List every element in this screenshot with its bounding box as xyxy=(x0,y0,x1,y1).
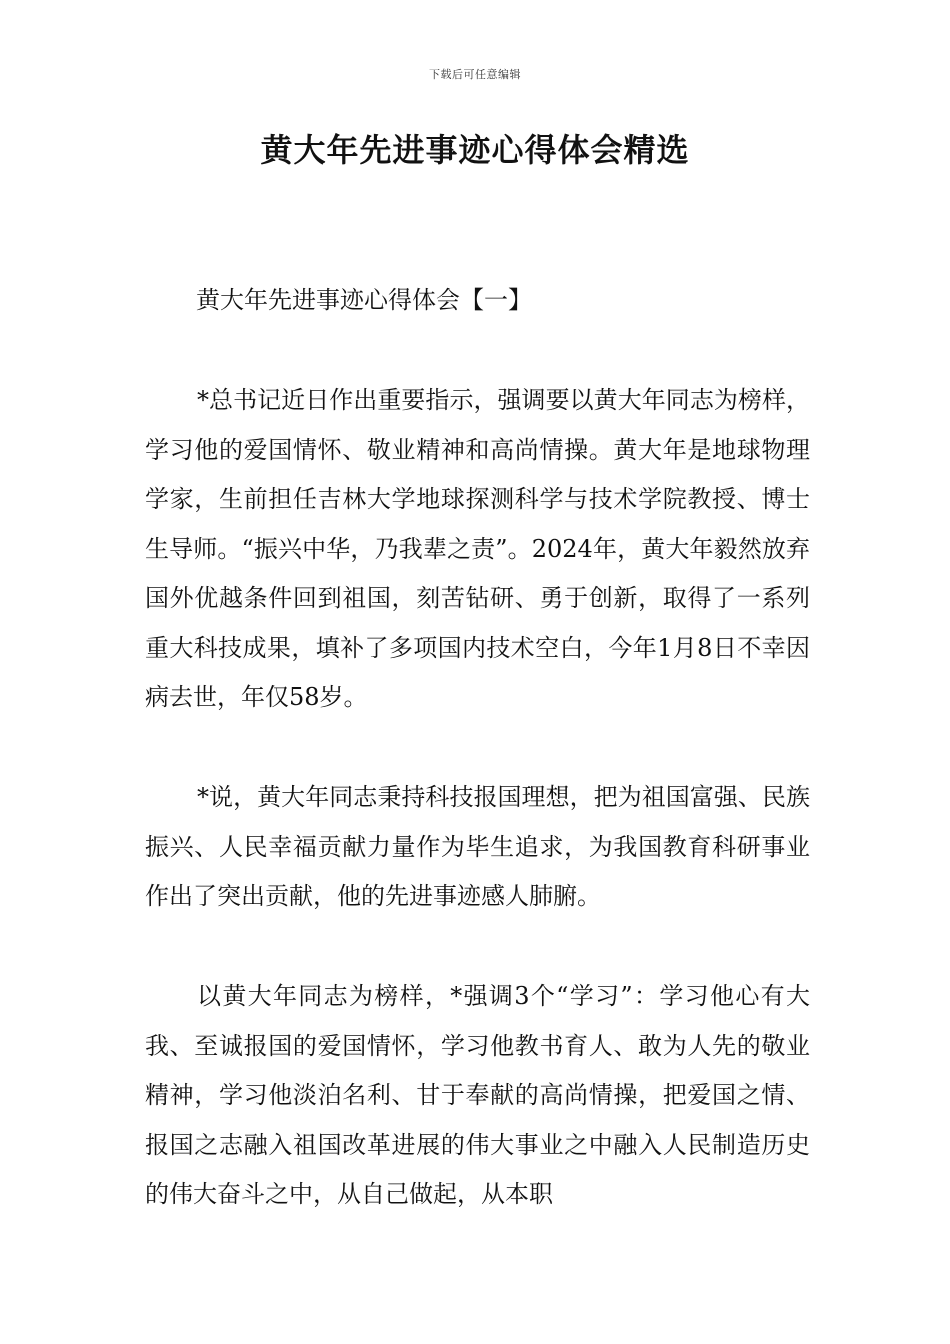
header-note: 下载后可任意编辑 xyxy=(429,68,521,81)
paragraph: 以黄大年同志为榜样，*强调3个“学习”：学习他心有大我、至诚报国的爱国情怀，学习他教书育人、敢为人先的敬业精神，学习他淡泊名利、甘于奉献的高尚情操，把爱国之情、报国之志融入祖国改革进展的伟大事业之中融入人民制造历史的伟大奋斗之中，从自己做起，从本职 xyxy=(145,982,810,1208)
document-title: 黄大年先进事迹心得体会精选 xyxy=(260,131,690,169)
paragraph-1-block xyxy=(145,376,810,723)
paragraph-3-block xyxy=(145,972,810,1220)
paragraph: *总书记近日作出重要指示，强调要以黄大年同志为榜样，学习他的爱国情怀、敬业精神和高尚情操。黄大年是地球物理学家，生前担任吉林大学地球探测科学与技术学院教授、博士生导师。“振兴中华，乃我辈之责”。2024年，黄大年毅然放弃国外优越条件回到祖国，刻苦钻研、勇于创新，取得了一系列重大科技成果，填补了多项国内技术空白，今年1月8日不幸因病去世，年仅58岁。 xyxy=(145,386,810,711)
paragraph-2-block xyxy=(145,773,810,922)
paragraph: *说，黄大年同志秉持科技报国理想，把为祖国富强、民族振兴、人民幸福贡献力量作为毕生追求，为我国教育科研事业作出了突出贡献，他的先进事迹感人肺腑。 xyxy=(145,783,810,910)
section-heading: 黄大年先进事迹心得体会【一】 xyxy=(196,286,532,314)
